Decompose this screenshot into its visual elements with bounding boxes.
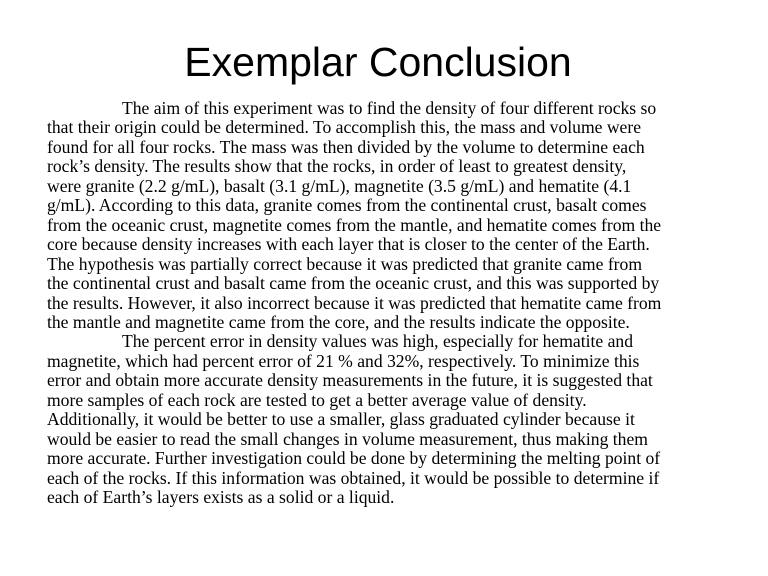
text-line: were granite (2.2 g/mL), basalt (3.1 g/mL), magnetite (3.5 g/mL) and hematite (4.1 <box>47 175 632 196</box>
text-line: more accurate. Further investigation could be done by determining the melting point of <box>47 448 661 469</box>
text-line: from the oceanic crust, magnetite comes from the mantle, and hematite comes from the <box>47 214 662 235</box>
text-line: core because density increases with each layer that is closer to the center of the Earth. <box>47 234 650 255</box>
text-line: The hypothesis was partially correct because it was predicted that granite came from <box>47 253 643 274</box>
text-line: the mantle and magnetite came from the core, and the results indicate the opposite. <box>47 311 630 332</box>
text-line: each of the rocks. If this information was obtained, it would be possible to determine if <box>47 467 660 488</box>
text-line: would be easier to read the small changes in volume measurement, thus making them <box>47 428 648 449</box>
text-line: The aim of this experiment was to find the density of four different rocks so <box>122 98 657 118</box>
text-line: more samples of each rock are tested to get a better average value of density. <box>47 389 587 410</box>
slide-title: Exemplar Conclusion <box>184 39 572 85</box>
text-line: error and obtain more accurate density measurements in the future, it is suggested that <box>47 370 653 391</box>
text-line: the continental crust and basalt came from the oceanic crust, and this was supported by <box>47 273 660 294</box>
text-line: g/mL). According to this data, granite comes from the continental crust, basalt comes <box>47 195 647 216</box>
text-line: found for all four rocks. The mass was then divided by the volume to determine each <box>47 136 645 157</box>
text-line: that their origin could be determined. To accomplish this, the mass and volume were <box>47 117 642 138</box>
text-line: rock’s density. The results show that the rocks, in order of least to greatest density, <box>47 156 627 177</box>
conclusion-body <box>47 99 737 508</box>
text-line: each of Earth’s layers exists as a solid or a liquid. <box>47 487 395 508</box>
text-line: Additionally, it would be better to use a smaller, glass graduated cylinder because it <box>47 409 635 430</box>
text-line: the results. However, it also incorrect because it was predicted that hematite came from <box>47 292 662 313</box>
text-line: The percent error in density values was high, especially for hematite and <box>122 331 634 352</box>
text-line: magnetite, which had percent error of 21 % and 32%, respectively. To minimize this <box>47 350 640 371</box>
